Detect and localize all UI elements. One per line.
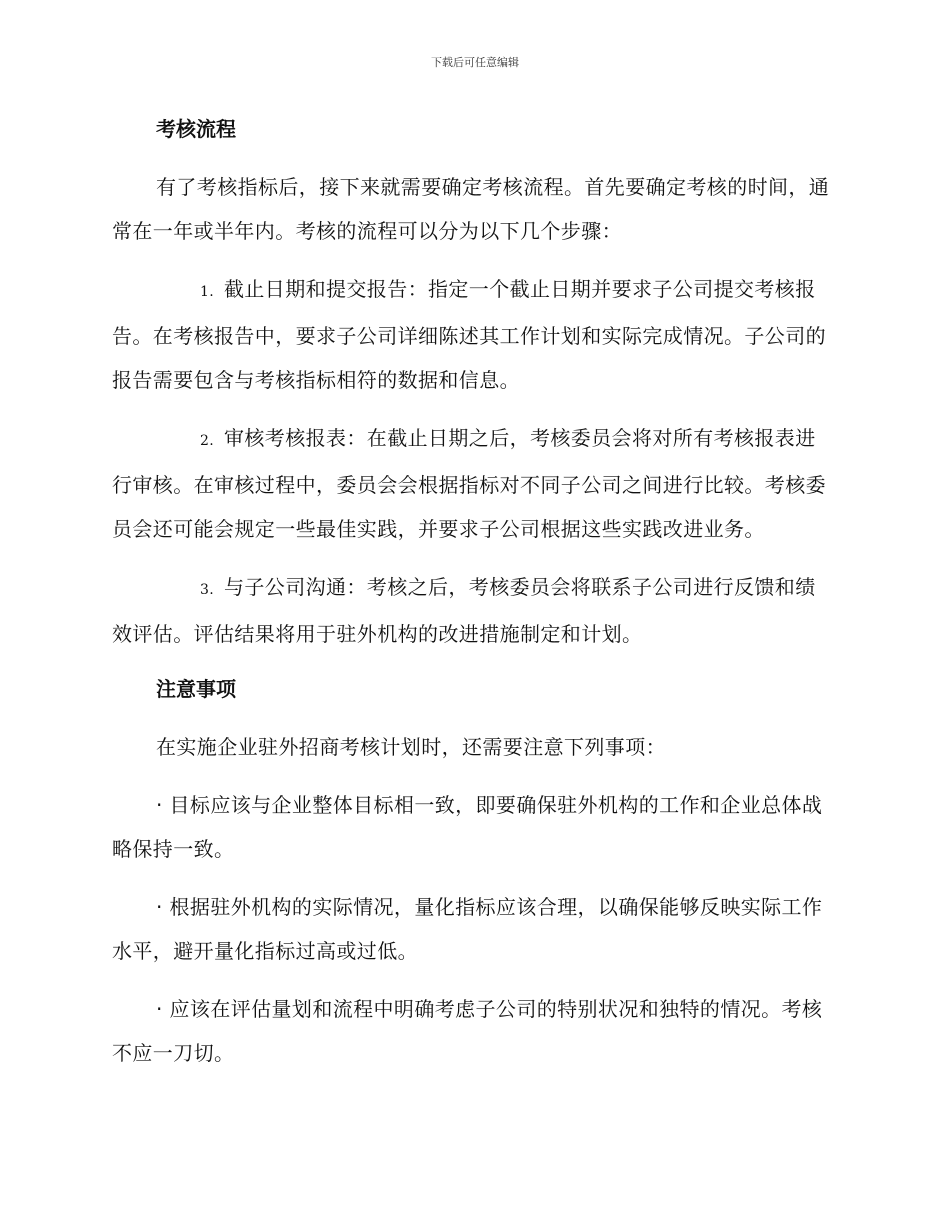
step-number: 2.: [200, 433, 215, 449]
step-item-1: [112, 267, 834, 402]
notes-intro-paragraph: 在实施企业驻外招商考核计划时，还需要注意下列事项：: [156, 735, 666, 759]
page-header-note: 下载后可任意编辑: [431, 56, 519, 69]
step-item-2: [112, 416, 834, 551]
note-bullet-1: · 目标应该与企业整体目标相一致，即要确保驻外机构的工作和企业总体战略保持一致。: [112, 793, 823, 861]
step-item-3: [112, 565, 834, 656]
step-text: 与子公司沟通：考核之后，考核委员会将联系子公司进行反馈和绩效评估。评估结果将用于驻外机构的改进措施制定和计划。: [112, 575, 816, 646]
section-heading-review-process: 考核流程: [156, 117, 236, 141]
step-number: 1.: [200, 284, 215, 300]
step-text: 截止日期和提交报告：指定一个截止日期并要求子公司提交考核报告。在考核报告中，要求子公司详细陈述其工作计划和实际完成情况。子公司的报告需要包含与考核指标相符的数据和信息。: [112, 277, 826, 392]
step-number: 3.: [200, 582, 215, 598]
intro-paragraph: 有了考核指标后，接下来就需要确定考核流程。首先要确定考核的时间，通常在一年或半年内。考核的流程可以分为以下几个步骤：: [112, 175, 830, 243]
note-bullet-3: · 应该在评估量划和流程中明确考虑子公司的特别状况和独特的情况。考核不应一刀切。: [112, 997, 823, 1065]
section-heading-notes: 注意事项: [156, 677, 236, 701]
document-body: [112, 110, 834, 1075]
step-text: 审核考核报表：在截止日期之后，考核委员会将对所有考核报表进行审核。在审核过程中，委员会会根据指标对不同子公司之间进行比较。考核委员会还可能会规定一些最佳实践，并要求子公司根据这些实践改进业务。: [112, 426, 826, 541]
note-bullet-2: · 根据驻外机构的实际情况，量化指标应该合理，以确保能够反映实际工作水平，避开量化指标过高或过低。: [112, 895, 823, 963]
